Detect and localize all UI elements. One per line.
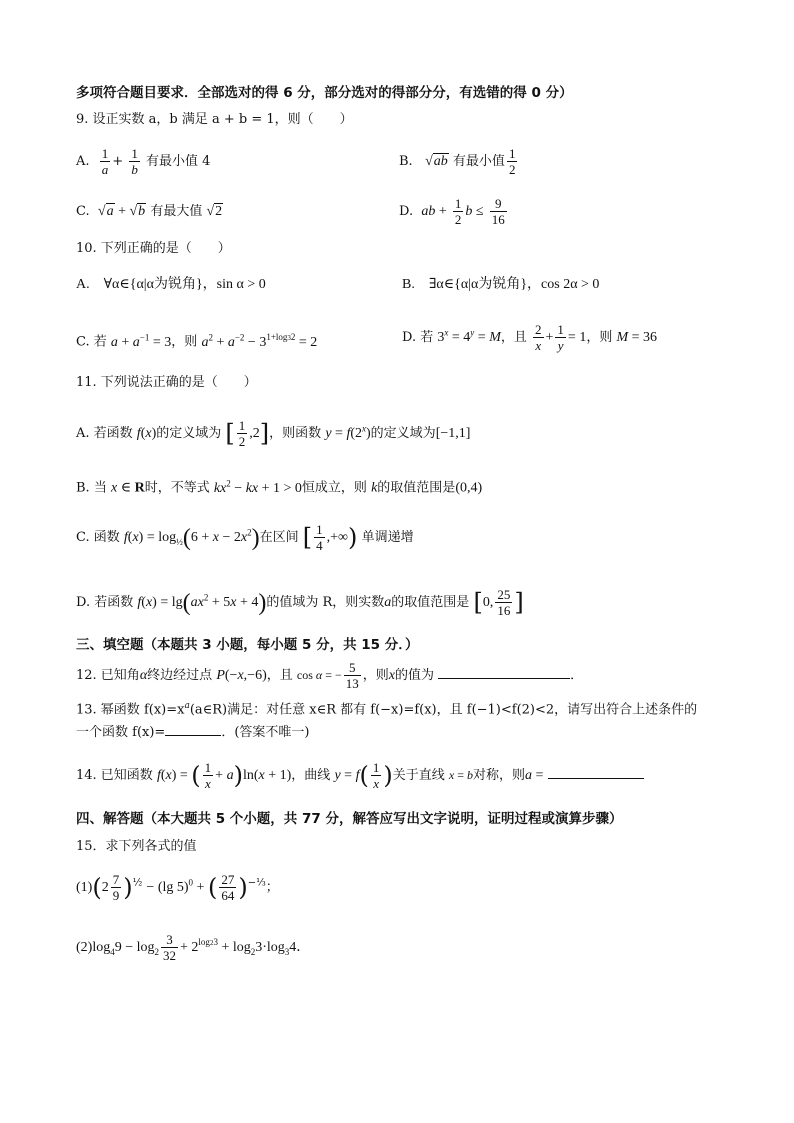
section-3-title: 三、填空题（本题共 3 小题，每小题 5 分，共 15 分．） [76,637,419,653]
q10-option-b: B. ∃α∈{α|α为锐角}，cos 2α > 0 [402,277,600,292]
q9-option-c: C. √a + √b 有最大值 √2 [76,204,223,219]
q9-option-b: B. √ab 有最小值 $\frac{1}{2}$ [399,146,516,177]
q9-option-d: D. ab + $\frac{1}{2}$ b ≤ $\frac{9}{16}$ [399,196,505,227]
q13-line2: 一个函数 f(x)= ．(答案不唯一) [76,725,310,740]
q11-option-d: D. 若函数 $f(x) = \lg(ax^2 + 5x + 4)$的值域为 R，则实数a的取值范围是 [0, $\frac{25}{16}$ ] [76,587,524,618]
q10-stem: 10. 下列正确的是（ ） [76,241,231,256]
q15-part-2: $(2)\log_49 - \log_2$ $\frac{3}{32}$ + $2^{log23} + \log_23\cdot\log_34$． [76,932,311,963]
q13-answer-blank[interactable] [165,723,221,736]
q10-option-a: A. ∀α∈{α|α为锐角}，sin α > 0 [76,277,266,292]
q12-answer-blank[interactable] [438,666,570,679]
section-instruction: 多项符合题目要求．全部选对的得 6 分，部分选对的得部分分，有选错的得 0 分） [76,85,573,101]
q11-stem: 11. 下列说法正确的是（ ） [76,375,257,390]
q11-option-a: A. 若函数 f(x)的定义域为 [ $\frac{1}{2}$ ,2]，则函数 $y = f(2^x)$的定义域为[−1,1] [76,418,471,449]
q13-line1: 13. 幂函数 $f(x)=x^a(a\in R)$满足：对任意 x∈R 都有 f(−x)=f(x)，且 f(−1)<f(2)<2，请写出符合上述条件的 [76,701,698,718]
q10-option-c: C. 若 $a + a^{-1} = 3$，则 $a^2 + a^{-2} - 3^{1+log32} = 2$ [76,332,318,350]
q15-part-1: (1)(2 $\frac{7}{9}$ )$^{\frac{1}{2}}$ − (lg 5)$^0$ + ( $\frac{27}{64}$ )$^{-\frac{1}{3}}$； [76,872,279,903]
q14: 14. 已知函数 f(x) = ( $\frac{1}{x}$ + a)ln(x + 1)，曲线 y = f( $\frac{1}{x}$ )关于直线 x = b对称，则a = [76,760,644,791]
q11-option-c: C. 函数 $f(x) = \log_{\frac{1}{2}}(6 + x - 2x^2)$在区间 [ $\frac{1}{4}$ ,+∞) 单调递增 [76,522,414,553]
section-4-title: 四、解答题（本大题共 5 个小题，共 77 分，解答应写出文字说明，证明过程或演算步骤） [76,811,623,827]
q9-option-a: A. $\frac{1}{a}$ + $\frac{1}{b}$ 有最小值 4 [76,146,211,177]
q9-stem: 9. 设正实数 a，b 满足 a + b = 1，则（ ） [76,112,353,127]
q12: 12. 已知角α终边经过点 P(−x,−6)，且 cos α = − $\frac{5}{13}$ ，则x的值为 ． [76,660,584,691]
q10-option-d: D. 若 $3^x = 4^y = M$，且 $\frac{2}{x}$ + $\frac{1}{y}$ = 1，则 M = 36 [402,322,658,353]
q11-option-b: B. 当 x ∈ R时，不等式 $kx^2$ − kx + 1 > 0恒成立，则 k的取值范围是(0,4) [76,478,483,496]
q14-answer-blank[interactable] [548,766,644,779]
q15-stem: 15．求下列各式的值 [76,839,197,854]
